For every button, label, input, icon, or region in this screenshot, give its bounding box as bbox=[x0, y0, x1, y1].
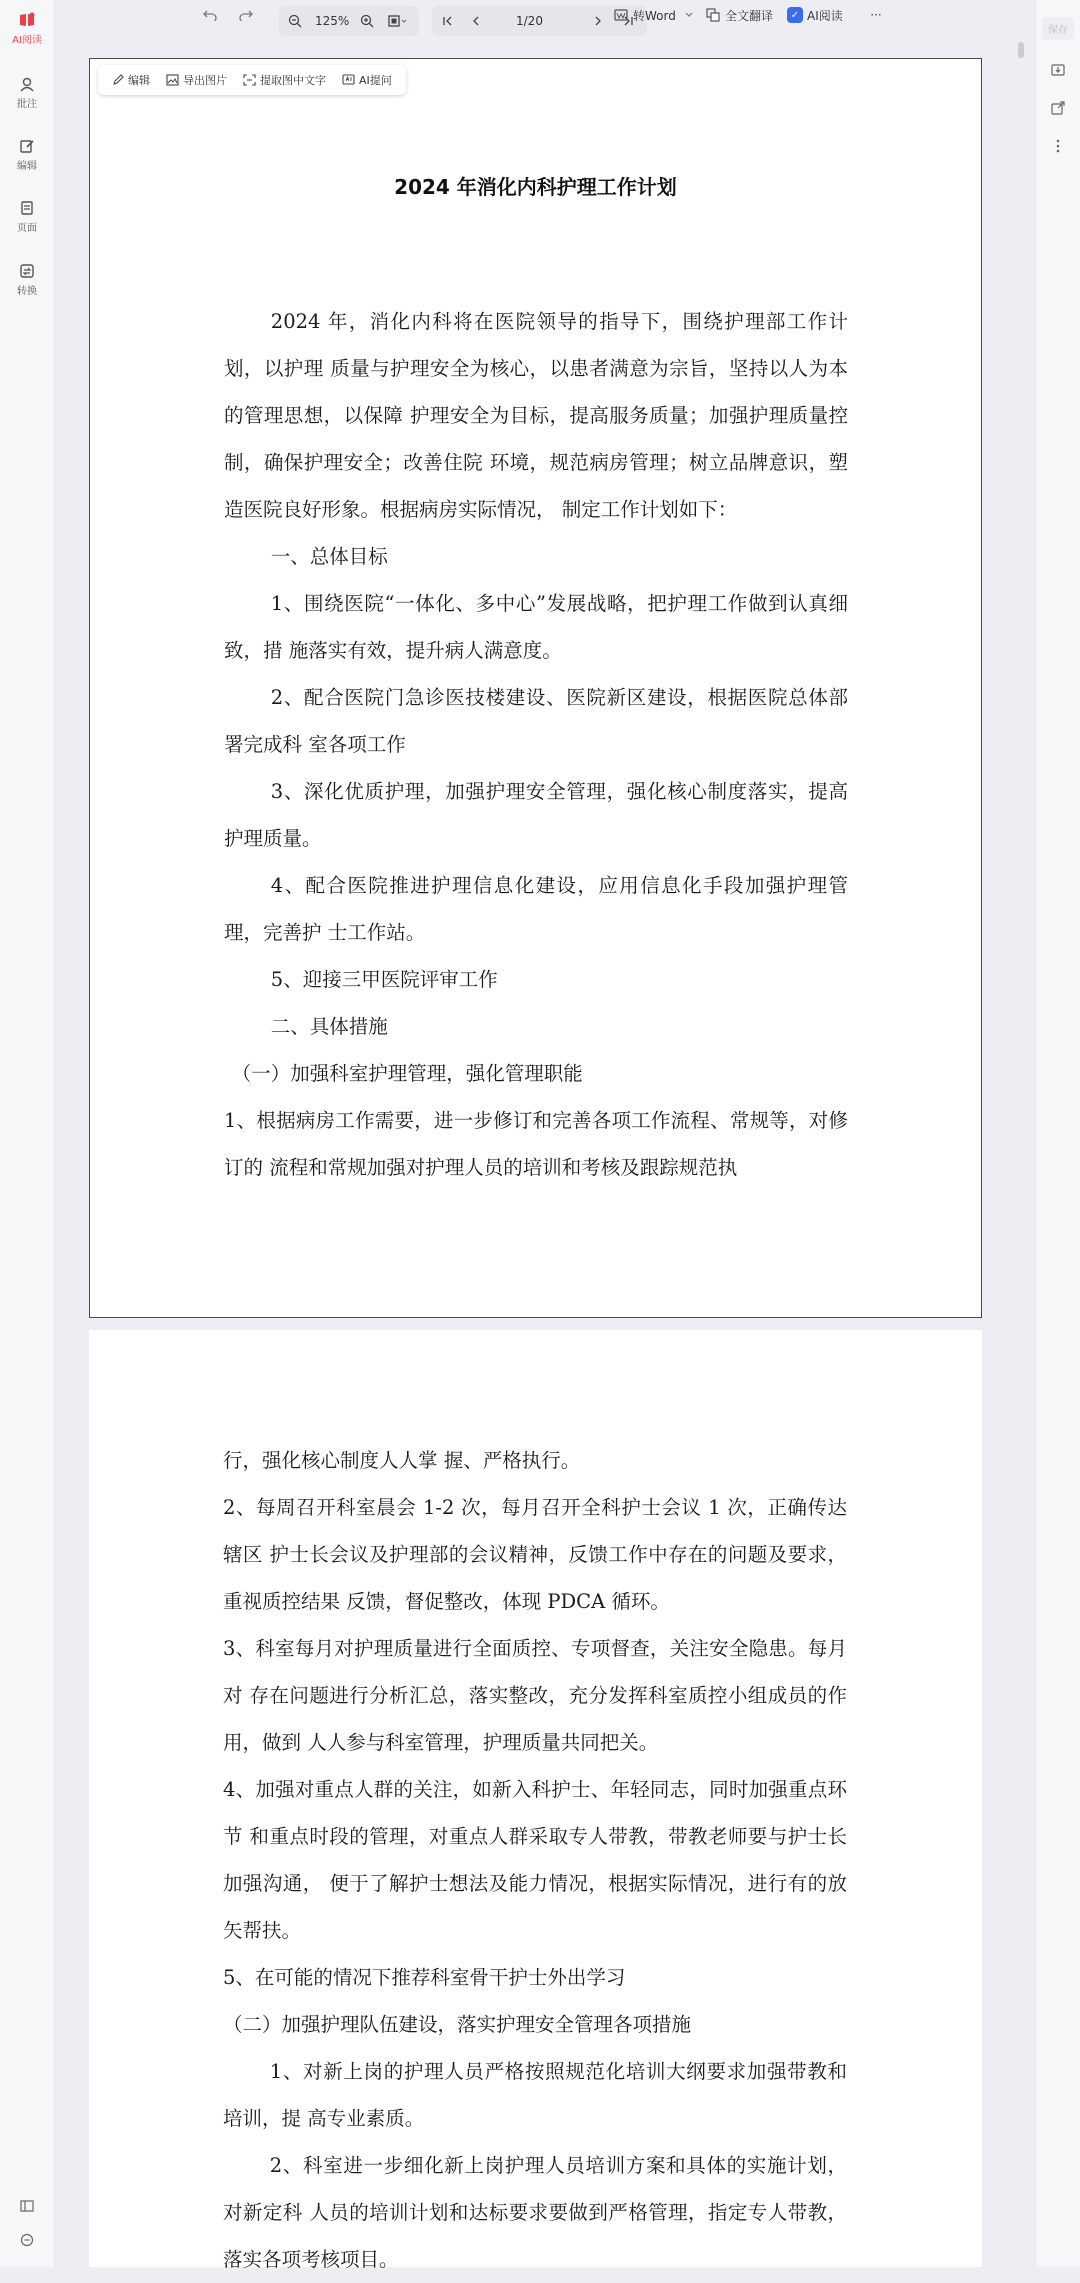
first-page-button[interactable] bbox=[438, 6, 458, 36]
share-icon bbox=[1051, 101, 1065, 115]
export-image-button[interactable] bbox=[158, 72, 235, 88]
redo-button[interactable] bbox=[236, 0, 256, 30]
heading: 一、总体目标 bbox=[270, 545, 388, 568]
undo-icon bbox=[203, 9, 217, 21]
ai-ask-button[interactable] bbox=[334, 72, 400, 88]
to-word-label: 转Word bbox=[633, 8, 676, 23]
subheading: （二）加强护理队伍建设，落实护理安全管理各项措施 bbox=[223, 2013, 692, 2036]
zoom-in-icon bbox=[360, 14, 374, 28]
edit-tool-label: 编辑 bbox=[128, 74, 150, 87]
paragraph: 行，强化核心制度人人掌 握、严格执行。 bbox=[223, 1449, 581, 1472]
page-1-body bbox=[224, 298, 848, 1191]
fit-page-dropdown[interactable] bbox=[383, 6, 413, 36]
chevron-right-icon bbox=[593, 15, 603, 27]
paragraph: 1、对新上岗的护理人员严格按照规范化培训大纲要求加强带教和培训，提 高专业素质。 bbox=[223, 2060, 847, 2130]
sidebar-label-pages: 页面 bbox=[17, 223, 37, 234]
ai-chat-icon bbox=[342, 74, 355, 86]
zoom-group bbox=[279, 6, 419, 36]
extract-text-label: 提取图中文字 bbox=[260, 74, 326, 87]
redo-icon bbox=[239, 9, 253, 21]
ai-read-button[interactable] bbox=[787, 0, 867, 30]
chat-bubble-icon bbox=[20, 2233, 34, 2247]
first-page-icon bbox=[442, 15, 454, 27]
sidebar-label-annotate: 批注 bbox=[17, 99, 37, 110]
paragraph: 5、迎接三甲医院评审工作 bbox=[270, 968, 498, 991]
paragraph: 5、在可能的情况下推荐科室骨干护士外出学习 bbox=[223, 1966, 626, 1989]
scrollbar-thumb[interactable] bbox=[1018, 42, 1024, 58]
zoom-out-icon bbox=[288, 14, 302, 28]
zoom-out-button[interactable] bbox=[285, 6, 305, 36]
page-2-body bbox=[223, 1437, 847, 2283]
sidebar-feedback[interactable] bbox=[0, 2232, 54, 2251]
document-page-2 bbox=[89, 1330, 982, 2271]
paragraph: 4、配合医院推进护理信息化建设，应用信息化手段加强护理管理，完善护 士工作站。 bbox=[224, 874, 848, 944]
paragraph: 1、根据病房工作需要，进一步修订和完善各项工作流程、常规等，对修订的 流程和常规加强对护理人员的培训和考核及跟踪规范执 bbox=[224, 1109, 848, 1179]
annotate-icon bbox=[19, 76, 35, 92]
right-sidebar bbox=[1035, 0, 1080, 2267]
top-toolbar bbox=[54, 0, 1036, 42]
next-page-button[interactable] bbox=[588, 6, 608, 36]
ai-read-label: AI阅读 bbox=[807, 8, 843, 23]
translate-label: 全文翻译 bbox=[725, 8, 774, 23]
paragraph: 2、科室进一步细化新上岗护理人员培训方案和具体的实施计划，对新定科 人员的培训计划和达标要求要做到严格管理，指定专人带教，落实各项考核项目。 bbox=[223, 2154, 847, 2271]
download-button[interactable] bbox=[1036, 62, 1080, 81]
paragraph: 3、深化优质护理，加强护理安全管理，强化核心制度落实，提高护理质量。 bbox=[224, 780, 848, 850]
prev-page-button[interactable] bbox=[466, 6, 486, 36]
sidebar-item-ai-read[interactable] bbox=[0, 12, 54, 46]
convert-icon bbox=[19, 263, 35, 279]
sidebar-item-edit[interactable] bbox=[0, 138, 54, 172]
save-label: 保存 bbox=[1042, 17, 1074, 40]
pencil-icon bbox=[112, 74, 124, 86]
subheading: （一）加强科室护理管理，强化管理职能 bbox=[231, 1062, 583, 1085]
edit-icon bbox=[19, 138, 35, 154]
left-sidebar bbox=[0, 0, 55, 2267]
paragraph: 2、每周召开科室晨会 1-2 次，每月召开全科护士会议 1 次，正确传达辖区 护士长会议及护理部的会议精神，反馈工作中存在的问题及要求，重视质控结果 反馈，督促整改，体现 PDCA 循环。 bbox=[223, 1496, 847, 1613]
fit-page-icon bbox=[388, 15, 408, 27]
pages-icon bbox=[19, 200, 35, 216]
save-button[interactable] bbox=[1036, 17, 1080, 40]
paragraph: 4、加强对重点人群的关注，如新入科护士、年轻同志，同时加强重点环节 和重点时段的管理，对重点人群采取专人带教，带教老师要与护士长加强沟通， 便于了解护士想法及能力情况，根据实际情况，进行有的放矢帮扶。 bbox=[223, 1778, 847, 1942]
document-title: 2024 年消化内科护理工作计划 bbox=[394, 175, 677, 199]
extract-text-button[interactable] bbox=[235, 72, 334, 88]
ai-ask-label: AI提问 bbox=[359, 74, 392, 87]
paragraph: 3、科室每月对护理质量进行全面质控、专项督查，关注安全隐患。每月对 存在问题进行分析汇总，落实整改，充分发挥科室质控小组成员的作用，做到 人人参与科室管理，护理质量共同把关。 bbox=[223, 1637, 847, 1754]
paragraph: 1、围绕医院“一体化、多中心”发展战略，把护理工作做到认真细致，措 施落实有效，提升病人满意度。 bbox=[224, 592, 848, 662]
document-page-1 bbox=[89, 58, 982, 1318]
sidebar-panel-toggle[interactable] bbox=[0, 2197, 54, 2216]
page-indicator[interactable]: 1/20 bbox=[516, 14, 543, 28]
undo-button[interactable] bbox=[200, 0, 220, 30]
download-icon bbox=[1051, 63, 1065, 77]
sidebar-item-convert[interactable] bbox=[0, 263, 54, 297]
ai-icon: ✓ bbox=[787, 7, 803, 23]
sidebar-label-edit: 编辑 bbox=[17, 161, 37, 172]
image-icon bbox=[166, 74, 179, 86]
ai-read-icon bbox=[18, 12, 36, 28]
edit-tool-button[interactable] bbox=[104, 72, 158, 88]
sidebar-item-pages[interactable] bbox=[0, 200, 54, 234]
word-doc-icon bbox=[614, 8, 628, 22]
zoom-in-button[interactable] bbox=[357, 6, 377, 36]
sidebar-item-annotate[interactable] bbox=[0, 76, 54, 110]
floating-toolbar bbox=[98, 65, 406, 95]
heading: 二、具体措施 bbox=[270, 1015, 388, 1038]
chevron-down-icon bbox=[684, 11, 694, 19]
share-button[interactable] bbox=[1036, 100, 1080, 119]
translate-icon bbox=[706, 8, 720, 22]
export-image-label: 导出图片 bbox=[183, 74, 227, 87]
more-options-button[interactable] bbox=[1036, 138, 1080, 157]
chevron-left-icon bbox=[471, 15, 481, 27]
paragraph: 2024 年，消化内科将在医院领导的指导下，围绕护理部工作计划，以护理 质量与护理安全为核心，以患者满意为宗旨，坚持以人为本的管理思想，以保障 护理安全为目标，提高服务质量；加强护理质量控制，确保护理安全；改善住院 环境，规范病房管理；树立品牌意识，塑造医院良好形象。根据病房实际情况， 制定工作计划如下： bbox=[224, 310, 848, 521]
vertical-dots-icon bbox=[1056, 139, 1060, 153]
panel-toggle-icon bbox=[20, 2200, 34, 2212]
sidebar-label-convert: 转换 bbox=[17, 286, 37, 297]
more-icon: ··· bbox=[870, 8, 882, 22]
more-button[interactable] bbox=[864, 0, 888, 30]
scan-text-icon bbox=[243, 74, 256, 86]
zoom-level[interactable]: 125% bbox=[315, 14, 350, 28]
paragraph: 2、配合医院门急诊医技楼建设、医院新区建设，根据医院总体部署完成科 室各项工作 bbox=[224, 686, 848, 756]
sidebar-label-ai-read: AI阅读 bbox=[12, 35, 42, 46]
